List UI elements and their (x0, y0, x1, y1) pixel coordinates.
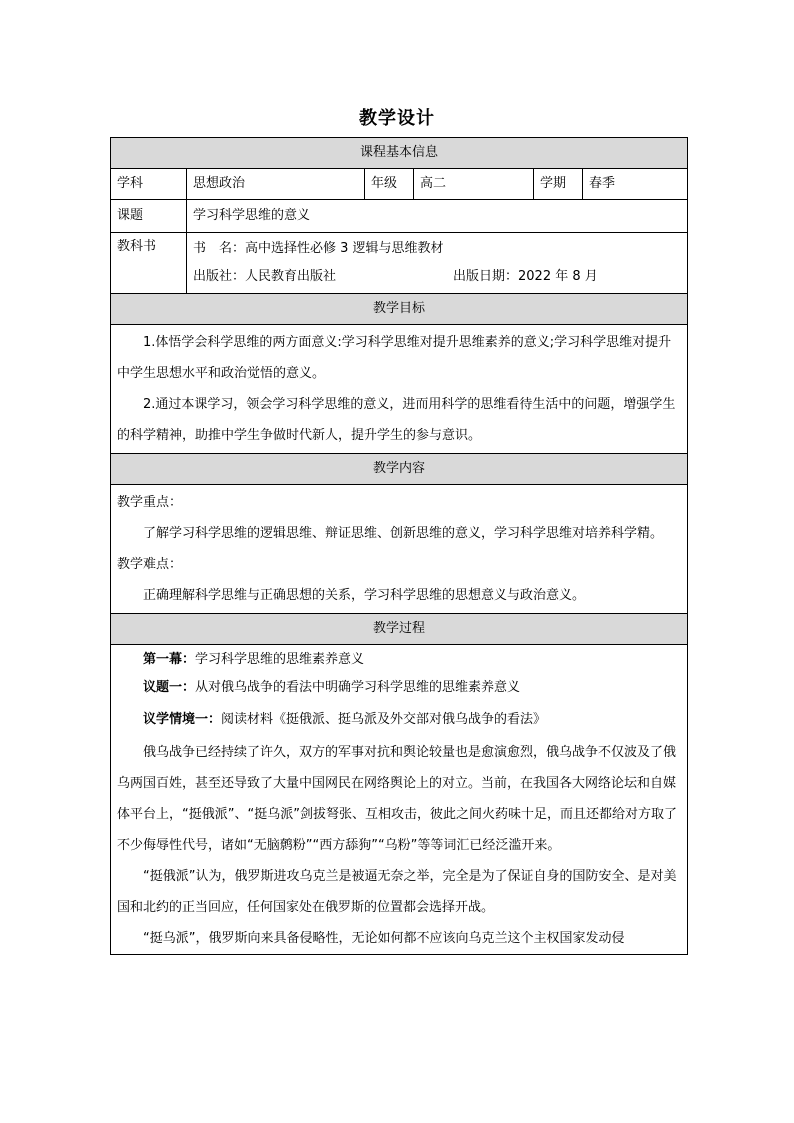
objectives-header-text: 教学目标 (373, 301, 426, 316)
subject-value: 思想政治 (187, 169, 365, 200)
content-body (111, 485, 688, 614)
issue-line (117, 673, 681, 703)
topic-value: 学习科学思维的意义 (187, 200, 688, 233)
process-header-row (111, 614, 688, 645)
objective-item-1: 1.体悟学会科学思维的两方面意义:学习科学思维对提升思维素养的意义;学习科学思维对提升中学生思想水平和政治觉悟的意义。 (117, 335, 672, 381)
content-header: 教学内容 (111, 454, 688, 485)
document-title: 教学设计 (359, 108, 435, 129)
issue-text: 从对俄乌战争的看法中明确学习科学思维的思维素养意义 (195, 680, 521, 695)
issue-label: 议题一： (143, 680, 196, 695)
textbook-publisher: 出版社：人民教育出版社 (193, 269, 337, 284)
scene-line (117, 703, 681, 737)
act-text: 学习科学思维的思维素养意义 (195, 652, 365, 667)
textbook-name: 书 名：高中选择性必修 3 逻辑与思维教材 (193, 241, 444, 256)
key-points-label: 教学重点： (117, 495, 183, 510)
lesson-plan-table (110, 137, 688, 955)
objectives-header-row (111, 294, 688, 325)
textbook-label: 教科书 (111, 233, 187, 294)
scene-label: 议学情境一： (143, 712, 222, 727)
process-row (111, 645, 688, 955)
term-value: 春季 (583, 169, 688, 200)
textbook-row (111, 233, 688, 294)
act-line (117, 647, 681, 673)
objectives-header (111, 294, 688, 325)
key-points-text: 了解学习科学思维的逻辑思维、辩证思维、创新思维的意义，学习科学思维对培养科学精。 (143, 526, 664, 541)
scene-text: 阅读材料《挺俄派、挺乌派及外交部对俄乌战争的看法》 (221, 712, 547, 727)
content-header-row (111, 454, 688, 485)
material-paragraph-2: “挺俄派”认为，俄罗斯进攻乌克兰是被逼无奈之举，完全是为了保证自身的国防安全、是对美国和北约的正当回应，任何国家处在俄罗斯的位置都会选择开战。 (117, 869, 677, 915)
basic-info-header-row (111, 138, 688, 169)
objectives-body (111, 325, 688, 454)
difficult-points-text: 正确理解科学思维与正确思想的关系，学习科学思维的思想意义与政治意义。 (143, 588, 586, 603)
basic-info-header: 课程基本信息 (111, 138, 688, 169)
process-body (111, 645, 688, 955)
grade-label: 年级 (365, 169, 414, 200)
topic-label: 课题 (111, 200, 187, 233)
material-paragraph-3: “挺乌派”，俄罗斯向来具备侵略性，无论如何都不应该向乌克兰这个主权国家发动侵 (143, 931, 625, 946)
term-label: 学期 (534, 169, 583, 200)
process-header: 教学过程 (111, 614, 688, 645)
grade-value: 高二 (414, 169, 534, 200)
textbook-info (187, 233, 688, 294)
act-label: 第一幕： (143, 652, 196, 667)
objective-item-2: 2.通过本课学习，领会学习科学思维的意义，进而用科学的思维看待生活中的问题，增强学生的科学精神，助推中学生争做时代新人，提升学生的参与意识。 (117, 397, 676, 443)
subject-row (111, 169, 688, 200)
topic-row (111, 200, 688, 233)
content-row (111, 485, 688, 614)
textbook-publish-date: 出版日期：2022 年 8 月 (453, 269, 598, 284)
textbook-publish-line (193, 263, 681, 291)
subject-label: 学科 (111, 169, 187, 200)
material-paragraph-1: 俄乌战争已经持续了许久，双方的军事对抗和舆论较量也是愈演愈烈，俄乌战争不仅波及了俄乌两国百姓，甚至还导致了大量中国网民在网络舆论上的对立。当前，在我国各大网络论坛和自媒体平台上，“挺俄派”、“挺乌派”剑拔弩张、互相攻击，彼此之间火药味十足，而且还都给对方取了不少侮辱性代号，诸如“无脑鹩粉”“西方舔狗”“乌粉”等等词汇已经泛滥开来。 (117, 745, 677, 853)
difficult-points-label: 教学难点： (117, 557, 183, 572)
objectives-row (111, 325, 688, 454)
